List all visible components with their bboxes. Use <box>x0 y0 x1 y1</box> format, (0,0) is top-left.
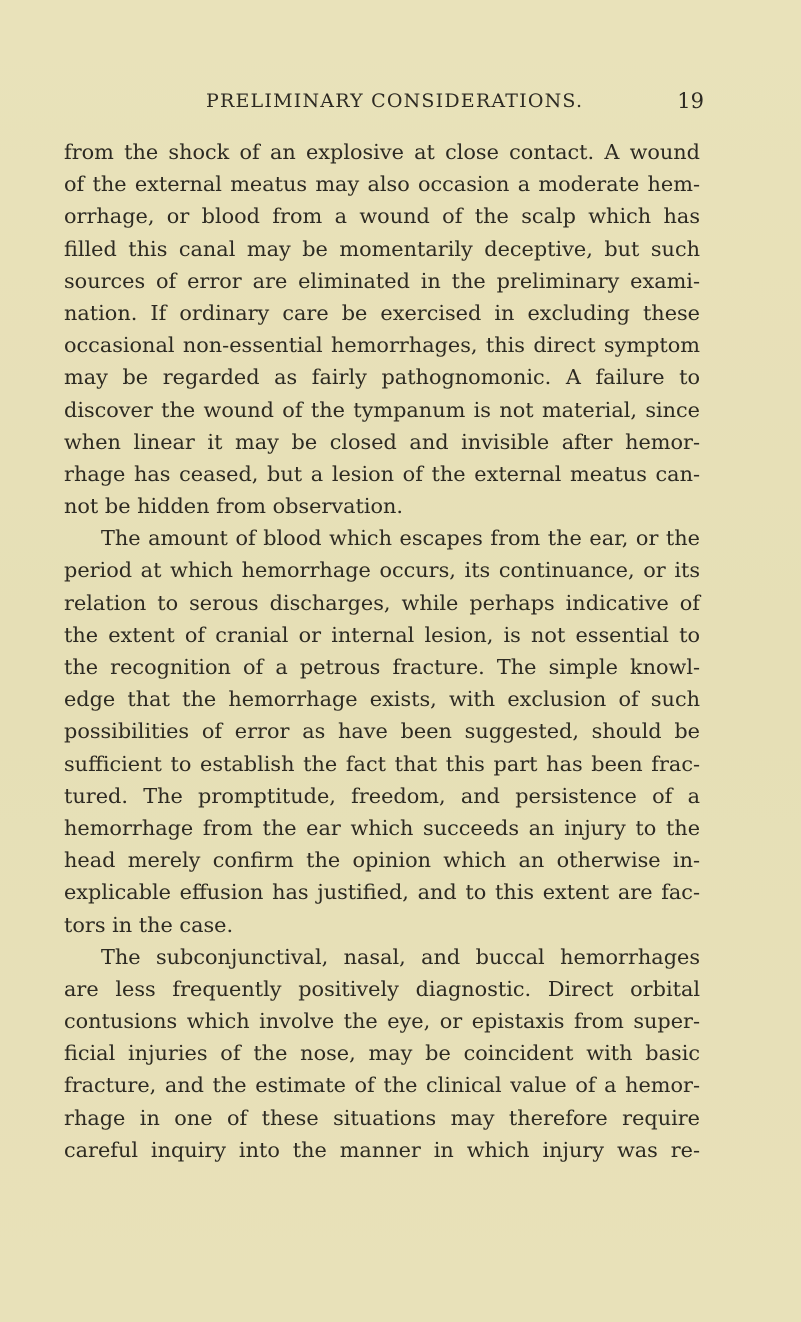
text-line: careful inquiry into the manner in which injury was re- <box>64 1137 700 1162</box>
text-line: sufficient to establish the fact that this part has been frac- <box>64 751 700 776</box>
text-line: the extent of cranial or internal lesion, is not essential to <box>64 622 700 647</box>
text-line: period at which hemorrhage occurs, its continuance, or its <box>64 558 700 583</box>
text-line: when linear it may be closed and invisible after hemor- <box>64 429 700 454</box>
text-line: the recognition of a petrous fracture. The simple knowl- <box>64 655 700 679</box>
text-line: rhage has ceased, but a lesion of the external meatus can- <box>64 461 700 486</box>
text-line: orrhage, or blood from a wound of the scalp which has <box>64 204 700 229</box>
text-line-paragraph-end: tors in the case. <box>64 912 234 937</box>
running-header <box>64 86 704 116</box>
text-line: possibilities of error as have been suggested, should be <box>64 719 700 744</box>
running-title: PRELIMINARY CONSIDERATIONS. <box>206 90 584 112</box>
text-line: discover the wound of the tympanum is not material, since <box>64 397 700 422</box>
text-line: from the shock of an explosive at close contact. A wound <box>64 140 700 164</box>
text-line: relation to serous discharges, while perhaps indicative of <box>64 590 700 615</box>
text-line: explicable effusion has justified, and to this extent are fac- <box>64 880 700 905</box>
text-line: contusions which involve the eye, or epistaxis from super- <box>64 1009 700 1034</box>
text-line-paragraph-start: The subconjunctival, nasal, and buccal hemorrhages <box>101 944 700 969</box>
text-line: may be regarded as fairly pathognomonic. A failure to <box>64 365 700 390</box>
text-line: sources of error are eliminated in the preliminary exami- <box>64 268 700 293</box>
body-text <box>64 136 700 1166</box>
text-line: hemorrhage from the ear which succeeds an injury to the <box>64 815 700 840</box>
text-line: fracture, and the estimate of the clinical value of a hemor- <box>64 1073 700 1098</box>
text-line: filled this canal may be momentarily deceptive, but such <box>64 236 700 261</box>
text-line-paragraph-start: The amount of blood which escapes from the ear, or the <box>101 526 700 551</box>
text-line: occasional non-essential hemorrhages, this direct symptom <box>64 333 700 358</box>
text-line: ficial injuries of the nose, may be coincident with basic <box>64 1041 700 1066</box>
page-number: 19 <box>677 89 704 113</box>
text-line: rhage in one of these situations may therefore require <box>64 1105 700 1130</box>
text-line: are less frequently positively diagnostic. Direct orbital <box>64 976 700 1001</box>
text-line-paragraph-end: not be hidden from observation. <box>64 494 404 519</box>
text-line: head merely confirm the opinion which an otherwise in- <box>64 848 700 873</box>
text-line: tured. The promptitude, freedom, and persistence of a <box>64 783 700 808</box>
text-line: of the external meatus may also occasion a moderate hem- <box>64 172 700 197</box>
text-line: nation. If ordinary care be exercised in excluding these <box>64 300 700 325</box>
text-line: edge that the hemorrhage exists, with exclusion of such <box>64 687 700 712</box>
